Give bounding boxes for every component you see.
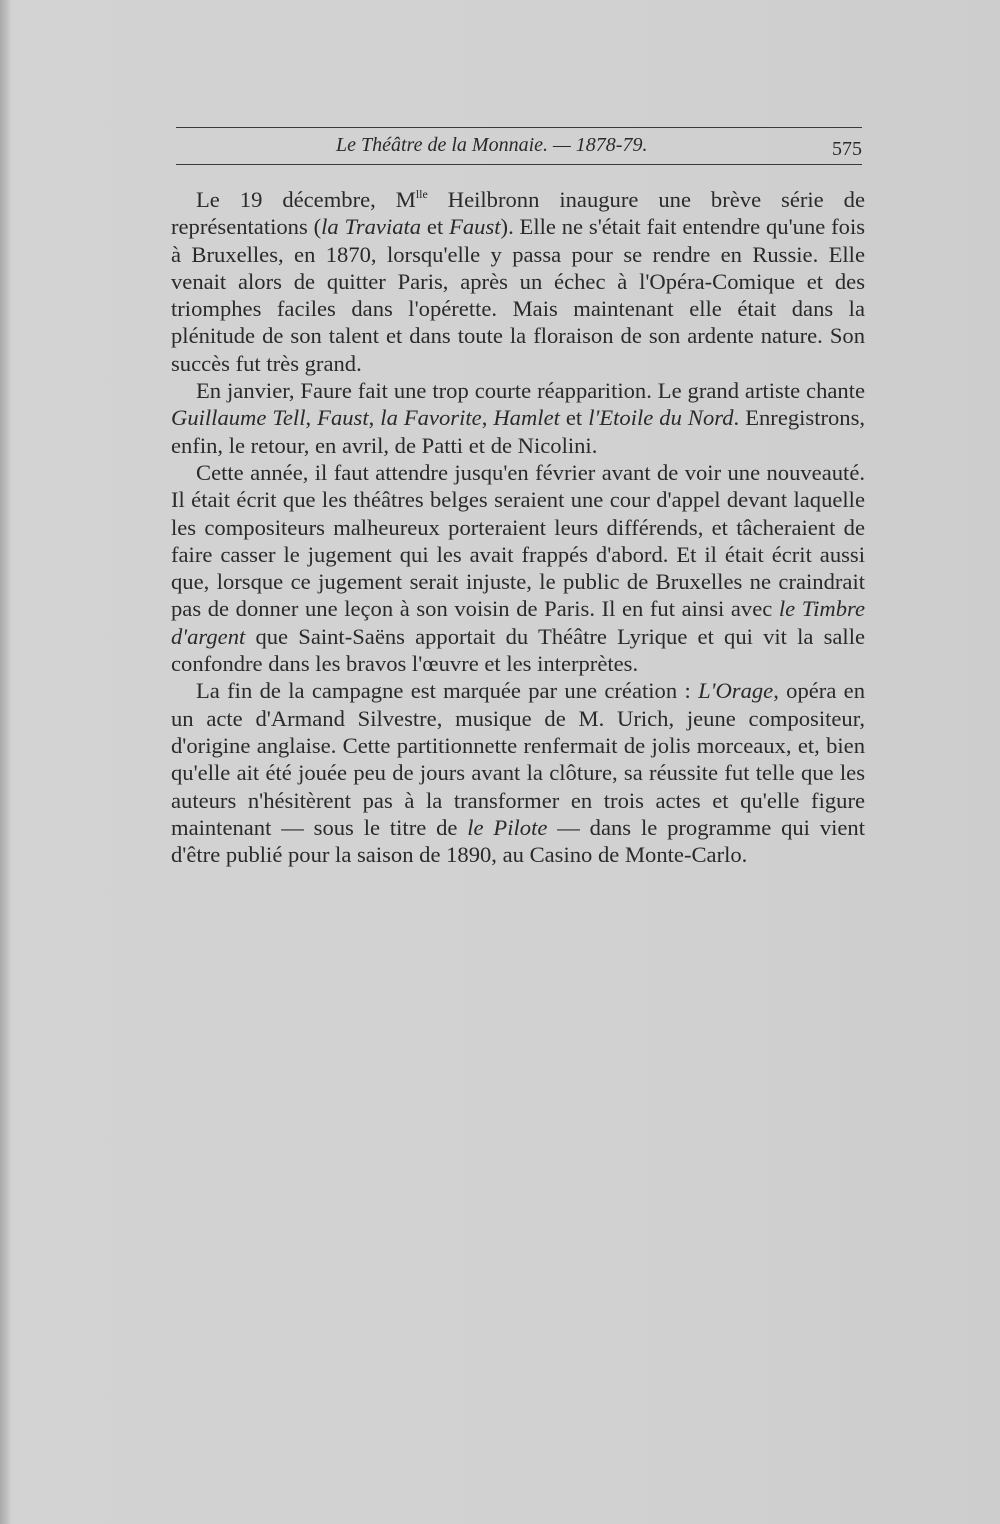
text-run: que Saint-Saëns apportait du Théâtre Lyrique et qui vit la salle confondre dans les bravos l'œuvre et les interprètes. [171,623,865,677]
text-run: — dans le programme qui vient d'être publié pour la saison de 1890, au Casino de Monte-Carlo. [171,814,865,868]
text-run: ). Elle ne s'était fait entendre qu'une fois à Bruxelles, en 1870, lorsqu'elle y passa pour se rendre en Russie. Elle venait alors de quitter Paris, après un échec à l'Opéra-Comique et des triomphes faciles dans l'opérette. Mais maintenant elle était dans la plénitude de son talent et dans toute la floraison de son ardente nature. Son succès fut très grand. [171,214,866,376]
italic-text: la Favorite [380,405,482,431]
paragraph [171,677,865,868]
text-run: , [368,405,381,431]
page-binding-edge [0,0,10,1524]
text-run: Cette année, il faut attendre jusqu'en février avant de voir une nouveauté. Il était écrit que les théâtres belges seraient une cour d'appel devant laquelle les compositeurs malheureux porteraient leurs différends, et tâcheraient de faire casser le jugement qui les avait frappés d'abord. Et il était écrit aussi que, lorsque ce jugement serait injuste, le public de Bruxelles ne craindrait pas de donner une leçon à son voisin de Paris. Il en fut ainsi avec [171,459,865,622]
text-run: et [559,405,589,431]
paragraph [171,186,865,377]
italic-text: le Timbre d'argent [171,596,865,649]
text-run: Le 19 décembre, M [196,187,416,212]
running-title: Le Théâtre de la Monnaie. — 1878-79. [336,134,648,156]
text-run: et [421,214,450,240]
italic-text: Hamlet [493,405,560,431]
page-number: 575 [832,138,862,160]
text-run: La fin de la campagne est marquée par une création : [196,678,699,704]
header-rule-bottom [176,164,862,165]
italic-text: L'Orage [698,678,774,704]
paragraph [171,459,865,677]
superscript-text: lle [415,187,428,201]
italic-text: l'Etoile du Nord [588,405,734,431]
body-text [171,186,865,868]
paragraph [171,377,865,459]
text-run: En janvier, Faure fait une trop courte réapparition. Le grand artiste chante [196,378,865,404]
italic-text: Faust [449,214,501,240]
text-run: , [305,405,318,431]
text-run: Heilbronn inaugure une brève série de représentations ( [171,187,865,240]
italic-text: Guillaume Tell [171,405,306,431]
text-run: , [481,405,494,431]
italic-text: le Pilote [467,814,548,840]
italic-text: Faust [317,405,369,431]
italic-text: la Traviata [321,214,422,240]
header-rule-top [176,127,862,128]
text-run: . Enregistrons, enfin, le retour, en avril, de Patti et de Nicolini. [171,405,866,458]
text-run: , opéra en un acte d'Armand Silvestre, musique de M. Urich, jeune compositeur, d'origine anglaise. Cette partitionnette renfermait de jolis morceaux, et, bien qu'elle ait été jouée peu de jours avant la clôture, sa réussite fut telle que les auteurs n'hésitèrent pas à la transformer en trois actes et qu'elle figure maintenant — sous le titre de [171,678,865,840]
running-head [176,134,862,162]
